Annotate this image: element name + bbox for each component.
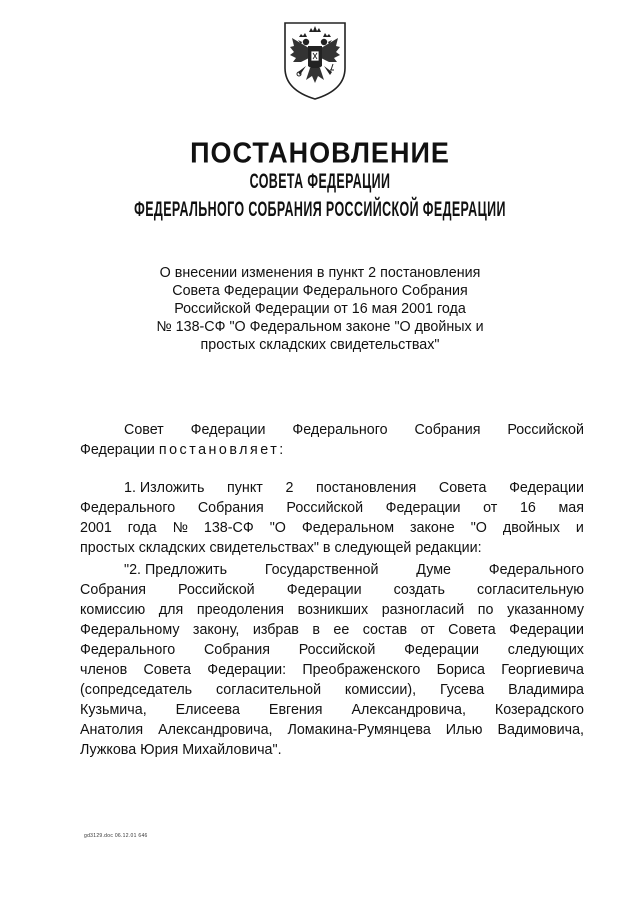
word: по bbox=[477, 602, 494, 618]
word: разногласий bbox=[381, 602, 465, 618]
word: "О bbox=[269, 520, 286, 536]
item-2-line: Лужкова Юрия Михайловича". bbox=[80, 742, 282, 758]
word: комиссию bbox=[80, 602, 146, 618]
word: "О bbox=[470, 520, 487, 536]
item-1-line bbox=[80, 498, 584, 518]
word: Федеральном bbox=[301, 520, 395, 536]
word: пункт bbox=[227, 480, 263, 496]
word: Собрания bbox=[197, 500, 264, 516]
word: Совета bbox=[438, 480, 487, 496]
word: Федерации bbox=[190, 422, 266, 438]
word: Думе bbox=[416, 562, 451, 578]
subject-line: простых складских свидетельствах" bbox=[200, 337, 440, 353]
word: Анатолия bbox=[80, 722, 144, 738]
word: Георгиевича bbox=[501, 662, 584, 678]
preamble bbox=[80, 420, 584, 460]
word: состав bbox=[362, 622, 408, 638]
word: Федерации bbox=[286, 582, 362, 598]
word: Собрания bbox=[203, 642, 270, 658]
word: членов bbox=[80, 662, 128, 678]
word: года bbox=[127, 520, 157, 536]
word: Гусева bbox=[439, 682, 485, 698]
item-1-line bbox=[80, 518, 584, 538]
word: Вадимовича, bbox=[497, 722, 584, 738]
word: "2. Предложить bbox=[124, 562, 228, 578]
word: Козерадского bbox=[494, 702, 584, 718]
word: Российской bbox=[178, 582, 255, 598]
word: Кузьмича, bbox=[80, 702, 147, 718]
word: от bbox=[483, 500, 498, 516]
document-subject bbox=[100, 264, 540, 354]
word: Федерации: bbox=[207, 662, 287, 678]
word: от bbox=[420, 622, 435, 638]
word: Совета bbox=[448, 622, 496, 638]
word: Федеральному bbox=[80, 622, 180, 638]
preamble-verb: постановляет: bbox=[158, 442, 286, 458]
word: Елисеева bbox=[175, 702, 240, 718]
item-2-line bbox=[80, 580, 584, 600]
word: № bbox=[172, 520, 188, 536]
word: Федерации bbox=[385, 500, 461, 516]
word: (сопредседатель bbox=[80, 682, 193, 698]
issuing-body-line-1: СОВЕТА ФЕДЕРАЦИИ bbox=[249, 171, 391, 194]
russian-coat-of-arms-icon bbox=[282, 20, 348, 102]
word: Российской bbox=[298, 642, 376, 658]
word: 1. Изложить bbox=[124, 480, 205, 496]
word: для bbox=[158, 602, 184, 618]
word: согласительную bbox=[476, 582, 584, 598]
issuing-body-line-2: ФЕДЕРАЛЬНОГО СОБРАНИЯ РОССИЙСКОЙ ФЕДЕРАЦИИ bbox=[134, 199, 506, 222]
item-2-line bbox=[80, 600, 584, 620]
word: Государственной bbox=[264, 562, 379, 578]
word: избрав bbox=[252, 622, 299, 638]
word: 2 bbox=[285, 480, 294, 496]
word: законе bbox=[410, 520, 455, 536]
item-2 bbox=[80, 560, 584, 760]
word: Федерации bbox=[509, 480, 584, 496]
word: и bbox=[575, 520, 584, 536]
word: ее bbox=[333, 622, 350, 638]
word: Совет bbox=[124, 422, 164, 438]
word: Евгения bbox=[268, 702, 323, 718]
word: Федерального bbox=[292, 422, 388, 438]
word: в bbox=[312, 622, 320, 638]
word: следующих bbox=[507, 642, 584, 658]
word: 2001 bbox=[80, 520, 112, 536]
word: указанному bbox=[507, 602, 584, 618]
document-footer-code: gd3129.doc 06.12.01 646 bbox=[84, 833, 148, 839]
document-title: ПОСТАНОВЛЕНИЕ bbox=[190, 137, 450, 169]
subject-line: Совета Федерации Федерального Собрания bbox=[172, 283, 468, 299]
item-1-line: простых складских свидетельствах" в следующей редакции: bbox=[80, 540, 482, 556]
word: Владимира bbox=[508, 682, 584, 698]
word: Федерального bbox=[488, 562, 584, 578]
word: 16 bbox=[519, 500, 536, 516]
subject-line: О внесении изменения в пункт 2 постановления bbox=[159, 265, 481, 281]
word: мая bbox=[558, 500, 584, 516]
word: Российской bbox=[507, 422, 584, 438]
word: создать bbox=[393, 582, 445, 598]
item-2-line bbox=[80, 660, 584, 680]
preamble-subject-word: Федерации bbox=[80, 442, 155, 458]
word: Федерации bbox=[404, 642, 479, 658]
word: Александровича, bbox=[158, 722, 273, 738]
item-2-line bbox=[80, 560, 584, 580]
word: Преображенского bbox=[302, 662, 421, 678]
word: 138-СФ bbox=[203, 520, 254, 536]
item-2-line bbox=[80, 640, 584, 660]
word: закону, bbox=[192, 622, 240, 638]
word: Собрания bbox=[80, 582, 146, 598]
word: согласительной bbox=[215, 682, 322, 698]
item-2-line bbox=[80, 620, 584, 640]
word: Ломакина-Румянцева bbox=[287, 722, 431, 738]
item-1 bbox=[80, 478, 584, 558]
word: Федерального bbox=[80, 500, 176, 516]
word: Российской bbox=[286, 500, 364, 516]
preamble-line bbox=[80, 420, 584, 440]
item-1-line bbox=[80, 478, 584, 498]
word: Илью bbox=[445, 722, 483, 738]
word: постановления bbox=[316, 480, 417, 496]
word: Бориса bbox=[436, 662, 485, 678]
word: Александровича, bbox=[351, 702, 466, 718]
word: Федерального bbox=[80, 642, 176, 658]
word: двойных bbox=[502, 520, 560, 536]
subject-line: Российской Федерации от 16 мая 2001 года bbox=[174, 301, 466, 317]
item-2-line bbox=[80, 720, 584, 740]
preamble-line bbox=[80, 440, 584, 460]
word: Федерации bbox=[509, 622, 584, 638]
subject-line: № 138-СФ "О Федеральном законе "О двойных и bbox=[156, 319, 484, 335]
item-2-line bbox=[80, 700, 584, 720]
word: преодоления bbox=[196, 602, 285, 618]
word: Совета bbox=[143, 662, 191, 678]
item-2-line bbox=[80, 680, 584, 700]
word: комиссии), bbox=[344, 682, 417, 698]
word: возникших bbox=[297, 602, 369, 618]
word: Собрания bbox=[414, 422, 481, 438]
